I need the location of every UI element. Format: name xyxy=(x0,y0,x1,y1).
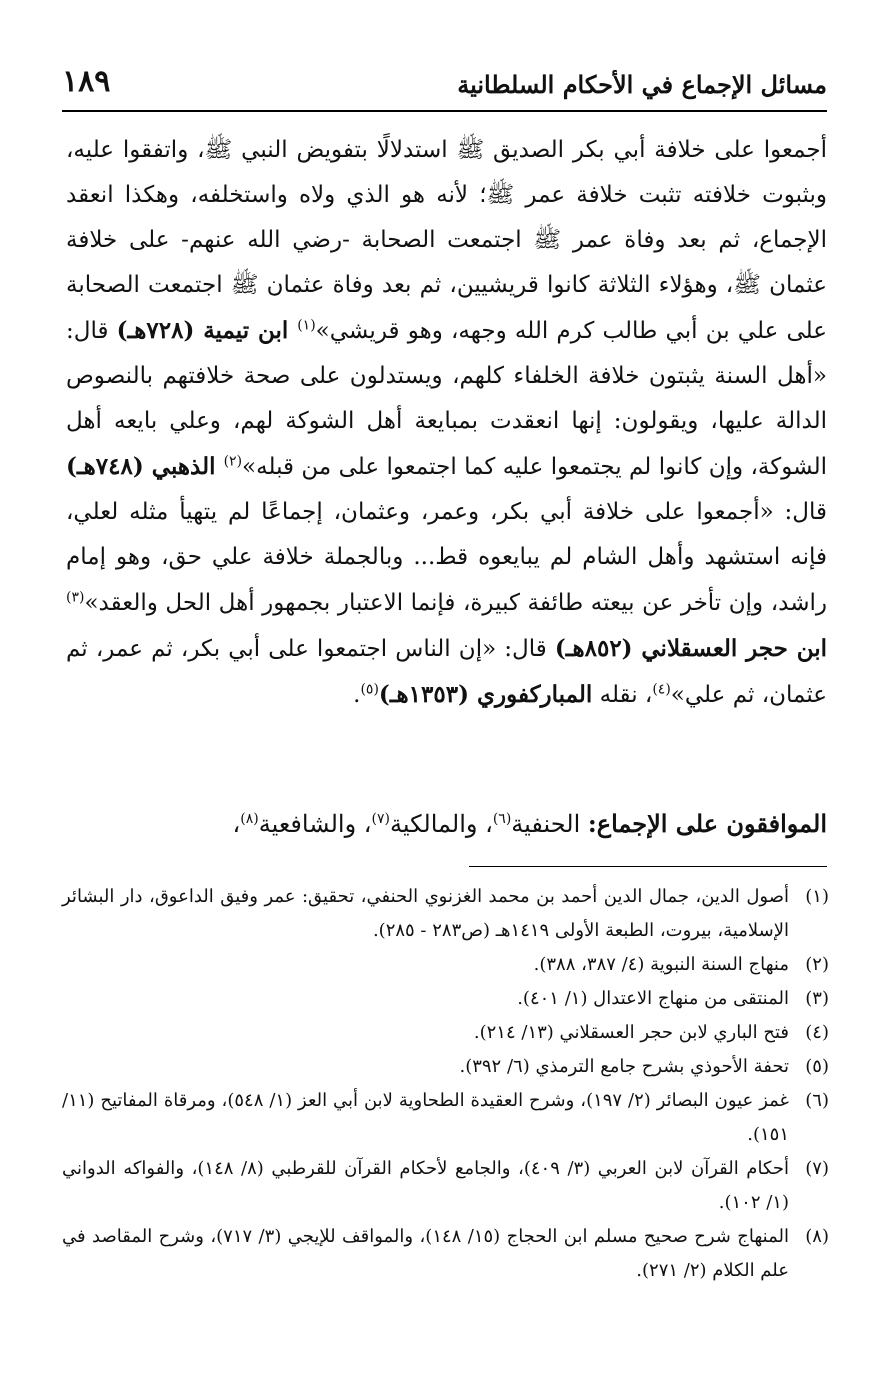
scholar-name: ابن تيمية (٧٢٨هـ) xyxy=(116,317,298,344)
footnotes-list xyxy=(62,880,829,1288)
text-segment: ، والشافعية xyxy=(258,810,372,838)
footnote-item xyxy=(62,948,829,982)
footnote-number: (٦) xyxy=(805,1090,829,1111)
footnote-text: المنتقى من منهاج الاعتدال (١/ ٤٠١). xyxy=(517,988,789,1009)
footnote-text: أصول الدين، جمال الدين أحمد بن محمد الغزنوي الحنفي، تحقيق: عمر وفيق الداعوق، دار البشائر الإسلامية، بيروت، الطبعة الأولى ١٤١٩هـ (ص٢٨٣ - ٢٨٥). xyxy=(62,886,789,941)
footnote-ref: (٢) xyxy=(223,453,243,470)
page-header xyxy=(62,60,827,112)
footnote-ref: (٧) xyxy=(371,811,391,827)
footnote-ref: (٤) xyxy=(652,681,671,698)
footnote-ref: (٨) xyxy=(240,811,259,827)
text-segment: الحنفية xyxy=(511,810,588,838)
text-segment: قال: «إن الناس اجتمعوا على أبي بكر، ثم عمر، ثم عثمان، ثم علي» xyxy=(66,636,827,708)
footnote-number: (٢) xyxy=(805,954,829,975)
footnote-text: أحكام القرآن لابن العربي (٣/ ٤٠٩)، والجامع لأحكام القرآن للقرطبي (٨/ ١٤٨)، والفواكه الدواني (١/ ١٠٢). xyxy=(62,1158,789,1213)
footnote-item xyxy=(62,1050,829,1084)
text-segment: قال: «أجمعوا على خلافة أبي بكر، وعمر، وعثمان، إجماعًا لم يتهيأ مثله لعلي، فإنه استشهد وأهل الشام لم يبايعوه قط... وبالجملة خلافة علي حق، وهو إمام راشد، وإن تأخر عن بيعته طائفة كبيرة، فإنما الاعتبار بجمهور أهل الحل والعقد» xyxy=(66,499,827,616)
footnote-item xyxy=(62,1220,829,1288)
page-number: ١٨٩ xyxy=(62,64,111,99)
footnote-item xyxy=(62,982,829,1016)
text-segment: ، والمالكية xyxy=(390,810,493,838)
footnote-ref: (٥) xyxy=(360,681,379,698)
footnote-ref: (٦) xyxy=(492,811,512,827)
text-segment: قال: «أهل السنة يثبتون خلافة الخلفاء كلهم، ويستدلون على صحة خلافتهم بالنصوص الدالة عليها، ويقولون: إنها انعقدت بمبايعة أهل الشوكة لهم، وعلي بايعه أهل الشوكة، وإن كانوا لم يجتمعوا عليه كما اجتمعوا على من قبله» xyxy=(66,318,827,480)
text-segment: ، xyxy=(232,810,241,838)
footnote-item xyxy=(62,1152,829,1220)
footnote-number: (٤) xyxy=(805,1022,829,1043)
footnote-number: (٧) xyxy=(805,1158,829,1179)
agreement-line xyxy=(62,802,827,846)
text-segment: ، نقله xyxy=(592,682,653,708)
footnote-text: تحفة الأحوذي بشرح جامع الترمذي (٦/ ٣٩٢). xyxy=(459,1056,789,1077)
footnote-text: المنهاج شرح صحيح مسلم ابن الحجاج (١٥/ ١٤٨)، والمواقف للإيجي (٣/ ٧١٧)، وشرح المقاصد في علم الكلام (٢/ ٢٧١). xyxy=(62,1226,790,1281)
footnote-text: غمز عيون البصائر (٢/ ١٩٧)، وشرح العقيدة الطحاوية لابن أبي العز (١/ ٥٤٨)، ومرقاة المفاتيح (١١/ ١٥١). xyxy=(62,1090,789,1145)
footnote-item xyxy=(62,880,829,948)
footnote-number: (٥) xyxy=(805,1056,829,1077)
footnote-number: (١) xyxy=(805,886,829,907)
footnote-text: فتح الباري لابن حجر العسقلاني (١٣/ ٢١٤). xyxy=(473,1022,789,1043)
footnote-text: منهاج السنة النبوية (٤/ ٣٨٧، ٣٨٨). xyxy=(533,954,789,975)
footnote-separator xyxy=(469,866,827,867)
main-paragraph xyxy=(66,128,827,718)
footnote-number: (٨) xyxy=(805,1226,829,1247)
footnote-item xyxy=(62,1016,829,1050)
footnote-item xyxy=(62,1084,829,1152)
running-title: مسائل الإجماع في الأحكام السلطانية xyxy=(457,70,827,99)
scholar-name: المباركفوري (١٣٥٣هـ) xyxy=(378,681,593,708)
text-segment: أجمعوا على خلافة أبي بكر الصديق ﷺ استدلالًا بتفويض النبي ﷺ، واتفقوا عليه، وبثبوت خلافته تثبت خلافة عمر ﷺ؛ لأنه هو الذي ولاه واستخلفه، وهكذا انعقد الإجماع، ثم بعد وفاة عمر ﷺ اجتمعت الصحابة -رضي الله عنهم- على خلافة عثمان ﷺ، وهؤلاء الثلاثة كانوا قريشيين، ثم بعد وفاة عثمان ﷺ اجتمعت الصحابة على علي بن أبي طالب كرم الله وجهه، وهو قريشي» xyxy=(66,137,827,344)
scholar-name: الذهبي (٧٤٨هـ) xyxy=(66,453,224,480)
footnote-number: (٣) xyxy=(805,988,829,1009)
scholar-name: ابن حجر العسقلاني (٨٥٢هـ) xyxy=(554,635,827,662)
footnote-ref: (٣) xyxy=(66,589,85,606)
agreement-label: الموافقون على الإجماع: xyxy=(587,809,827,838)
text-segment: . xyxy=(353,682,361,708)
footnote-ref: (١) xyxy=(297,317,316,334)
